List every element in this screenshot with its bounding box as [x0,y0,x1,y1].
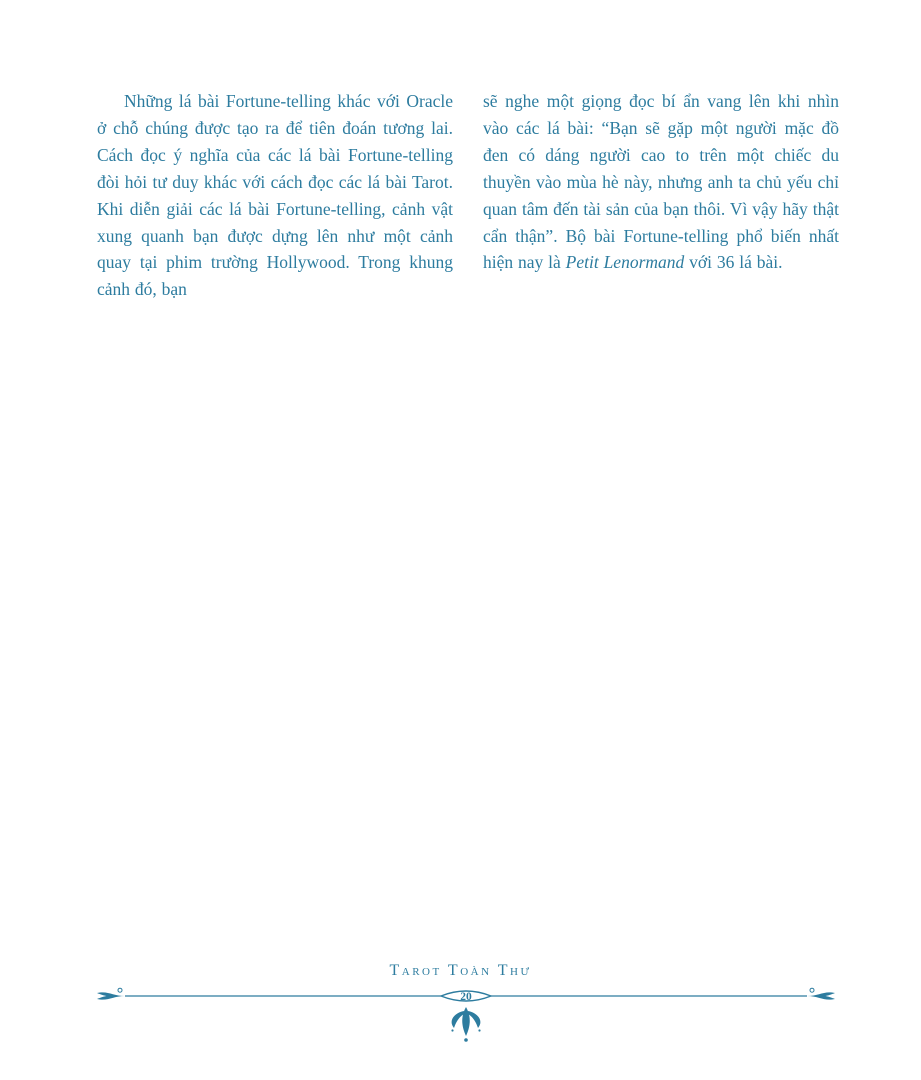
footer-divider [95,986,837,1056]
continuation-paragraph [483,88,839,276]
right-column [483,88,839,303]
page-number: 20 [460,991,472,1004]
paragraph-text-tail: với 36 lá bài. [684,252,783,273]
paragraph-text: sẽ nghe một giọng đọc bí ẩn vang lên khi nhìn vào các lá bài: “Bạn sẽ gặp một người mặc đồ đen có dáng người cao to trên một chiếc du thuyền vào mùa hè này, nhưng anh ta chủ yếu chỉ quan tâm đến tài sản của bạn thôi. Vì vậy hãy thật cẩn thận”. Bộ bài Fortune-telling phổ biến nhất hiện nay là [483,91,839,273]
fleur-de-lis-icon [451,1007,480,1042]
running-title: Tarot Toàn Thư [389,962,532,979]
deck-name-italic: Petit Lenormand [565,252,685,273]
footer-divider-ornament [95,986,837,1056]
left-column [97,88,453,303]
right-flourish-icon [807,988,835,999]
intro-paragraph: Những lá bài Fortune-telling khác với Oracle ở chỗ chúng được tạo ra để tiên đoán tương lai. Cách đọc ý nghĩa của các lá bài Fortune-telling đòi hỏi tư duy khác với cách đọc các lá bài Tarot. Khi diễn giải các lá bài Fortune-telling, cảnh vật xung quanh bạn được dựng lên như một cảnh quay tại phim trường Hollywood. Trong khung cảnh đó, bạn [97,91,453,300]
left-flourish-icon [97,988,125,999]
text-columns [97,88,839,303]
page-number-ornament [441,991,491,1003]
